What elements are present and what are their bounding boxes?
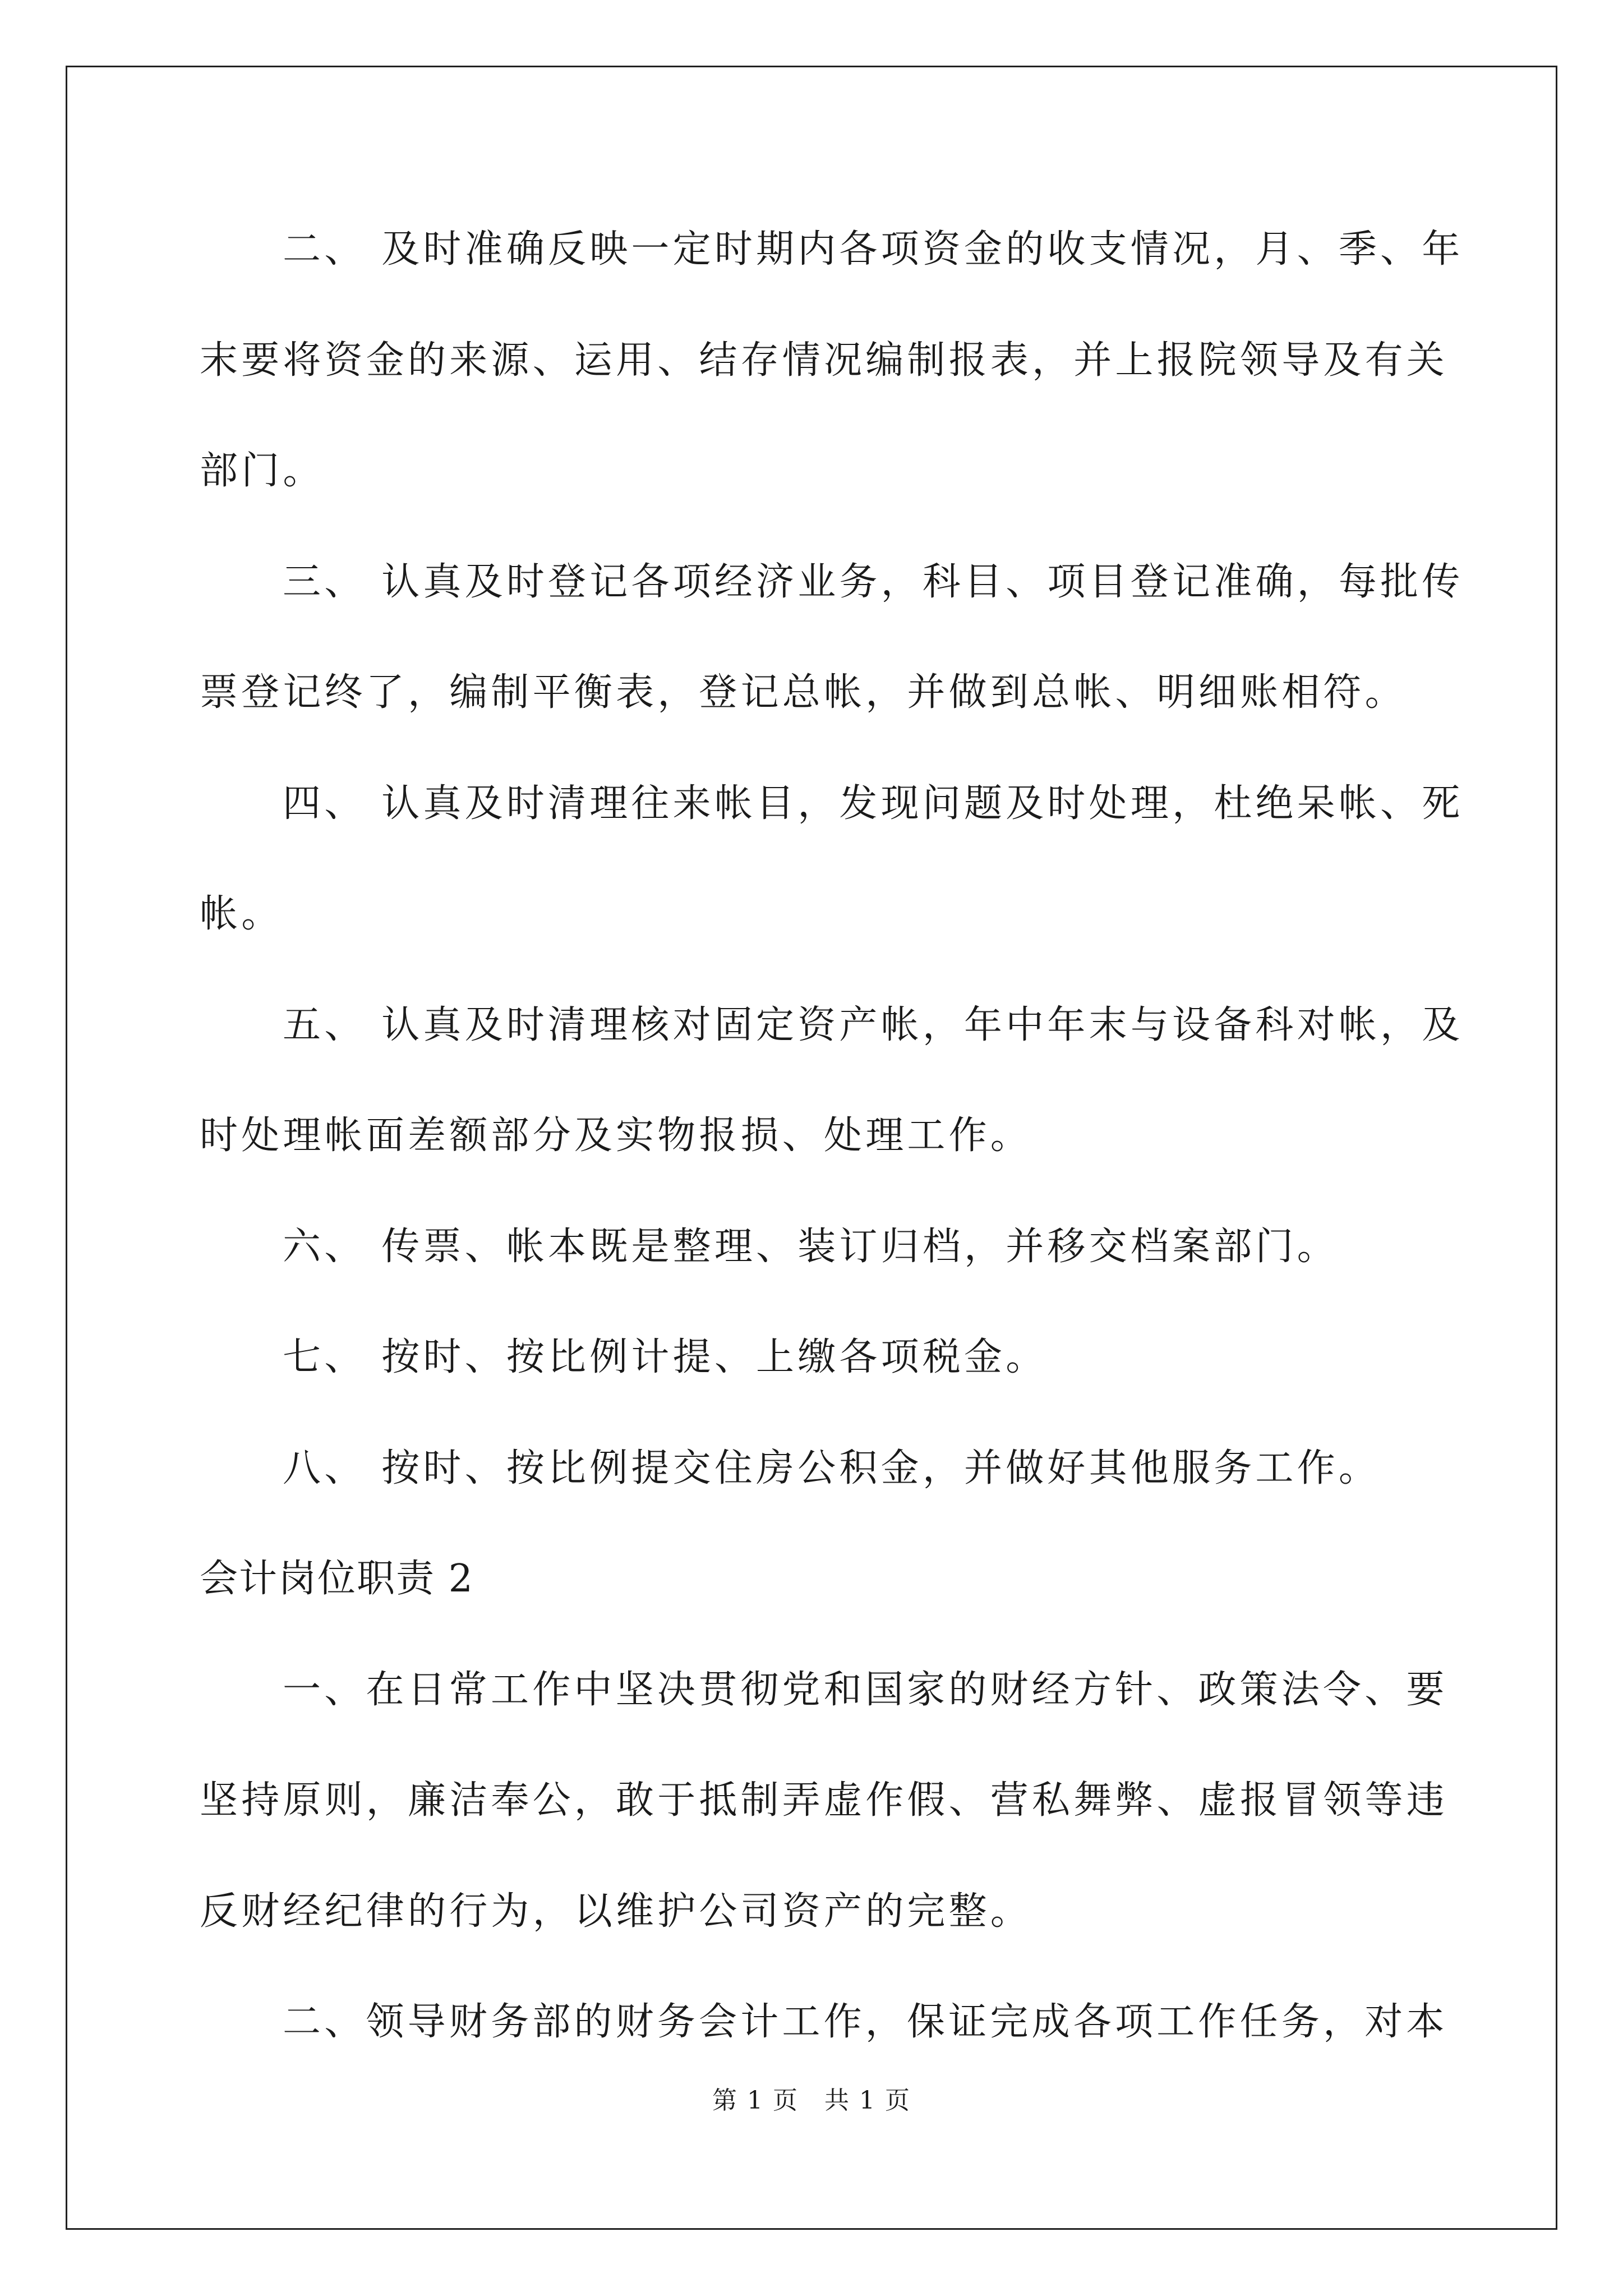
text-line: 坚持原则，廉洁奉公，敢于抵制弄虚作假、营私舞弊、虚报冒领等违 bbox=[200, 1778, 1449, 1823]
text-line: 票登记终了，编制平衡表，登记总帐，并做到总帐、明细账相符。 bbox=[200, 670, 1407, 715]
text-line: 帐。 bbox=[200, 892, 283, 936]
text-line: 七、 按时、按比例计提、上缴各项税金。 bbox=[283, 1335, 1048, 1379]
text-line: 六、 传票、帐本既是整理、装订归档，并移交档案部门。 bbox=[283, 1225, 1339, 1269]
section-heading: 会计岗位职责 2 bbox=[200, 1557, 474, 1601]
text-line: 三、 认真及时登记各项经济业务，科目、项目登记准确，每批传 bbox=[283, 560, 1464, 604]
text-line: 末要将资金的来源、运用、结存情况编制报表，并上报院领导及有关 bbox=[200, 338, 1449, 383]
text-line: 二、领导财务部的财务会计工作，保证完成各项工作任务，对本 bbox=[283, 2000, 1448, 2044]
text-line: 八、 按时、按比例提交住房公积金，并做好其他服务工作。 bbox=[283, 1446, 1381, 1490]
text-line: 五、 认真及时清理核对固定资产帐，年中年末与设备科对帐，及 bbox=[283, 1003, 1464, 1047]
text-line: 时处理帐面差额部分及实物报损、处理工作。 bbox=[200, 1114, 1032, 1158]
text-line: 二、 及时准确反映一定时期内各项资金的收支情况，月、季、年 bbox=[283, 227, 1464, 272]
text-line: 一、在日常工作中坚决贯彻党和国家的财经方针、政策法令、要 bbox=[283, 1668, 1448, 1712]
text-line: 部门。 bbox=[200, 449, 325, 493]
text-line: 反财经纪律的行为，以维护公司资产的完整。 bbox=[200, 1889, 1032, 1934]
text-line: 四、 认真及时清理往来帐目，发现问题及时处理，杜绝呆帐、死 bbox=[283, 781, 1464, 826]
page-footer: 第 1 页 共 1 页 bbox=[712, 2086, 911, 2115]
